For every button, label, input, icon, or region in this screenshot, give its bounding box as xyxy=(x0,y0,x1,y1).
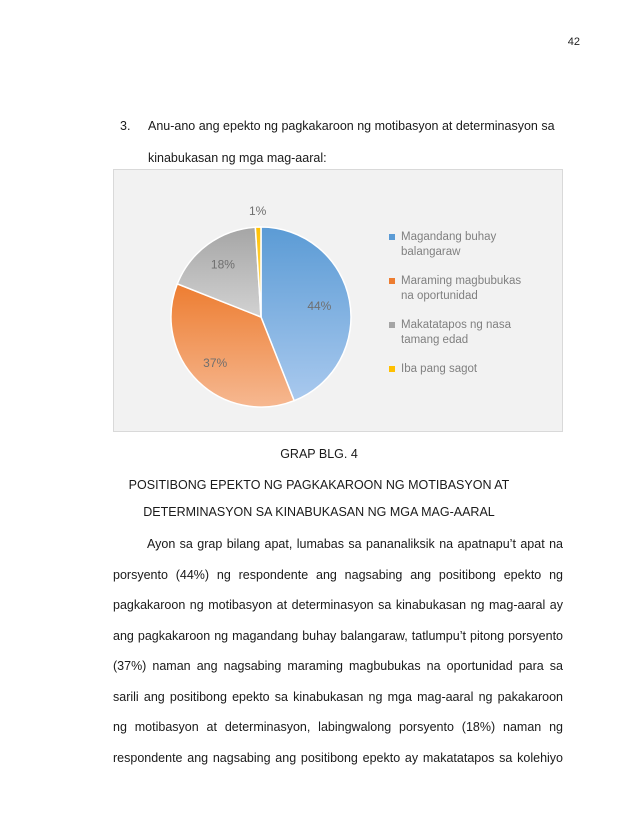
body-line: pagkakaroon ng motibasyon at determinasyon sa kinabukasan ng mag-aaral ay xyxy=(113,598,563,612)
legend-item xyxy=(389,274,539,304)
legend-swatch xyxy=(389,234,395,240)
legend-swatch xyxy=(389,322,395,328)
pie-data-label: 18% xyxy=(210,257,235,272)
legend-swatch xyxy=(389,278,395,284)
legend-item xyxy=(389,318,539,348)
legend-label: Maraming magbubukas xyxy=(401,275,522,287)
body-paragraph xyxy=(113,529,563,773)
legend-swatch xyxy=(389,366,395,372)
legend-item xyxy=(389,230,539,260)
legend-item xyxy=(389,362,539,377)
body-line: Ayon sa grap bilang apat, lumabas sa pananaliksik na apatnapu’t apat na xyxy=(147,537,563,551)
page-number: 42 xyxy=(567,36,580,48)
figure-title-line-2: DETERMINASYON SA KINABUKASAN NG MGA MAG-AARAL xyxy=(143,505,495,519)
body-line: (37%) naman ang nagsabing maraming magbubukas na oportunidad para sa xyxy=(113,659,563,673)
figure-title-line-1: POSITIBONG EPEKTO NG PAGKAKAROON NG MOTIBASYON AT xyxy=(128,478,510,492)
legend-label: Magandang buhay xyxy=(401,231,497,243)
legend-label: tamang edad xyxy=(401,334,469,346)
body-line: sarili ang positibong epekto sa kinabukasan ng mga mag-aaral ng pakakaroon xyxy=(113,689,563,704)
pie-data-label: 1% xyxy=(248,203,267,218)
question-line-1: Anu-ano ang epekto ng pagkakaroon ng motibasyon at determinasyon sa xyxy=(148,119,555,133)
legend-label: Iba pang sagot xyxy=(401,363,478,375)
pie-data-label: 37% xyxy=(203,355,228,370)
question-line-2: kinabukasan ng mga mag-aaral: xyxy=(148,151,327,165)
question xyxy=(120,110,580,174)
pie-data-label: 44% xyxy=(307,298,332,313)
body-line: ng motibasyon at determinasyon, labingwalong porsyento (18%) naman ng xyxy=(113,720,563,734)
chart-legend xyxy=(389,230,539,391)
legend-label: na oportunidad xyxy=(401,290,478,302)
legend-label: Makatatapos ng nasa xyxy=(401,319,511,331)
question-number: 3. xyxy=(120,119,131,133)
pie-chart xyxy=(113,169,563,432)
figure-label: GRAP BLG. 4 xyxy=(280,447,358,461)
body-line: porsyento (44%) ng respondente ang nagsabing ang positibong epekto ng xyxy=(113,567,563,582)
body-line: ang pagkakaroon ng magandang buhay balangaraw, tatlumpu’t pitong porsyento xyxy=(113,628,563,643)
body-line: respondente ang nagsabing ang positibong epekto ay makatatapos sa kolehiyo xyxy=(113,750,563,765)
legend-label: balangaraw xyxy=(401,246,461,258)
